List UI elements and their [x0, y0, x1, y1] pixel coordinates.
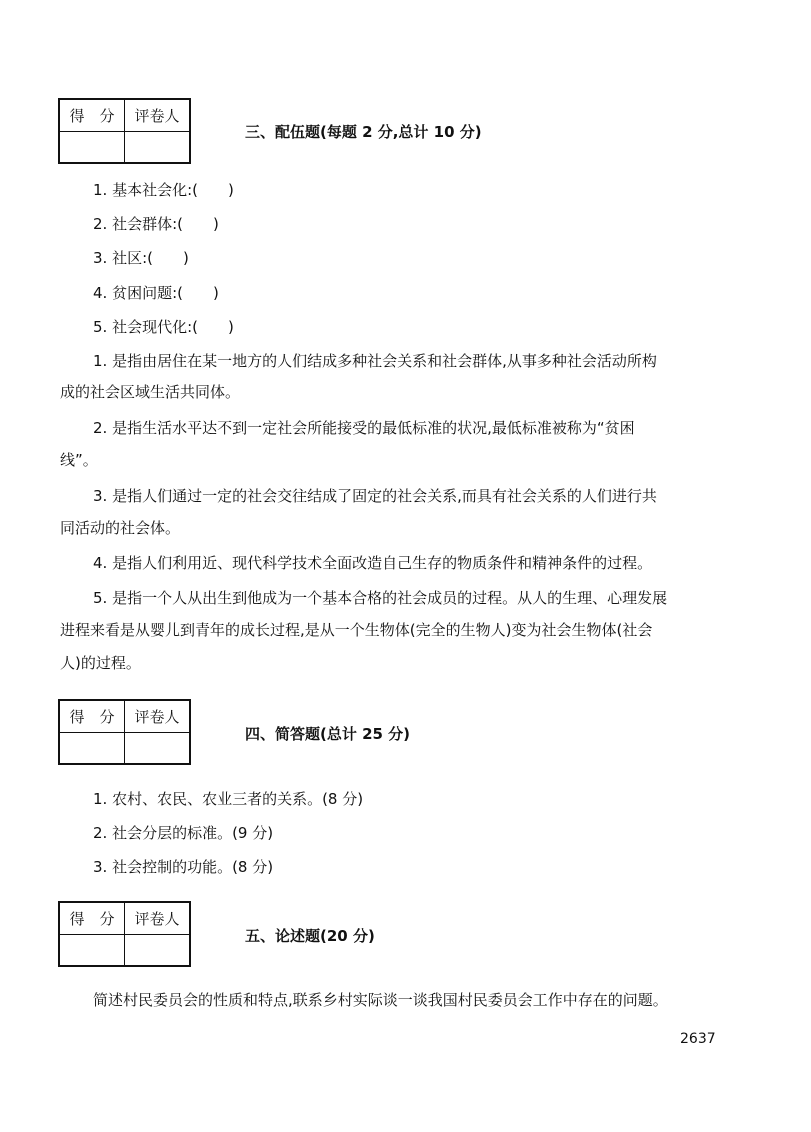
match-item: 4. 贫困问题:( ) — [93, 284, 219, 302]
score-label: 得 分 — [59, 99, 125, 132]
match-option-line: 1. 是指由居住在某一地方的人们结成多种社会关系和社会群体,从事多种社会活动所构 — [93, 352, 657, 370]
match-item: 1. 基本社会化:( ) — [93, 181, 234, 199]
section4-title: 四、简答题(总计 25 分) — [245, 725, 411, 743]
score-cell[interactable] — [59, 132, 125, 164]
match-option-line: 5. 是指一个人从出生到他成为一个基本合格的社会成员的过程。从人的生理、心理发展 — [93, 589, 668, 607]
page-number: 2637 — [680, 1031, 716, 1047]
match-option-line: 成的社会区域生活共同体。 — [60, 383, 241, 401]
score-cell[interactable] — [59, 733, 125, 765]
score-box-section5 — [58, 901, 191, 967]
section3-title: 三、配伍题(每题 2 分,总计 10 分) — [245, 123, 482, 141]
match-item: 2. 社会群体:( ) — [93, 215, 219, 233]
score-box-section4 — [58, 699, 191, 765]
score-cell[interactable] — [59, 935, 125, 967]
match-option-line: 同活动的社会体。 — [60, 519, 181, 537]
match-option-line: 线”。 — [60, 451, 98, 469]
question-item: 1. 农村、农民、农业三者的关系。(8 分) — [93, 790, 364, 808]
match-option-line: 进程来看是从婴儿到青年的成长过程,是从一个生物体(完全的生物人)变为社会生物体(社会 — [60, 621, 653, 639]
question-item: 3. 社会控制的功能。(8 分) — [93, 858, 274, 876]
match-option-line: 2. 是指生活水平达不到一定社会所能接受的最低标准的状况,最低标准被称为“贫困 — [93, 419, 635, 437]
grader-label: 评卷人 — [125, 700, 191, 733]
grader-cell[interactable] — [125, 733, 191, 765]
score-label: 得 分 — [59, 902, 125, 935]
grader-label: 评卷人 — [125, 99, 191, 132]
match-option-line: 3. 是指人们通过一定的社会交往结成了固定的社会关系,而具有社会关系的人们进行共 — [93, 487, 657, 505]
match-option-line: 人)的过程。 — [60, 654, 141, 672]
section5-title: 五、论述题(20 分) — [245, 927, 375, 945]
match-option-line: 4. 是指人们利用近、现代科学技术全面改造自己生存的物质条件和精神条件的过程。 — [93, 554, 653, 572]
essay-question: 简述村民委员会的性质和特点,联系乡村实际谈一谈我国村民委员会工作中存在的问题。 — [93, 991, 668, 1009]
grader-label: 评卷人 — [125, 902, 191, 935]
grader-cell[interactable] — [125, 935, 191, 967]
match-item: 3. 社区:( ) — [93, 249, 189, 267]
score-box-section3 — [58, 98, 191, 164]
match-item: 5. 社会现代化:( ) — [93, 318, 234, 336]
question-item: 2. 社会分层的标准。(9 分) — [93, 824, 274, 842]
grader-cell[interactable] — [125, 132, 191, 164]
score-label: 得 分 — [59, 700, 125, 733]
